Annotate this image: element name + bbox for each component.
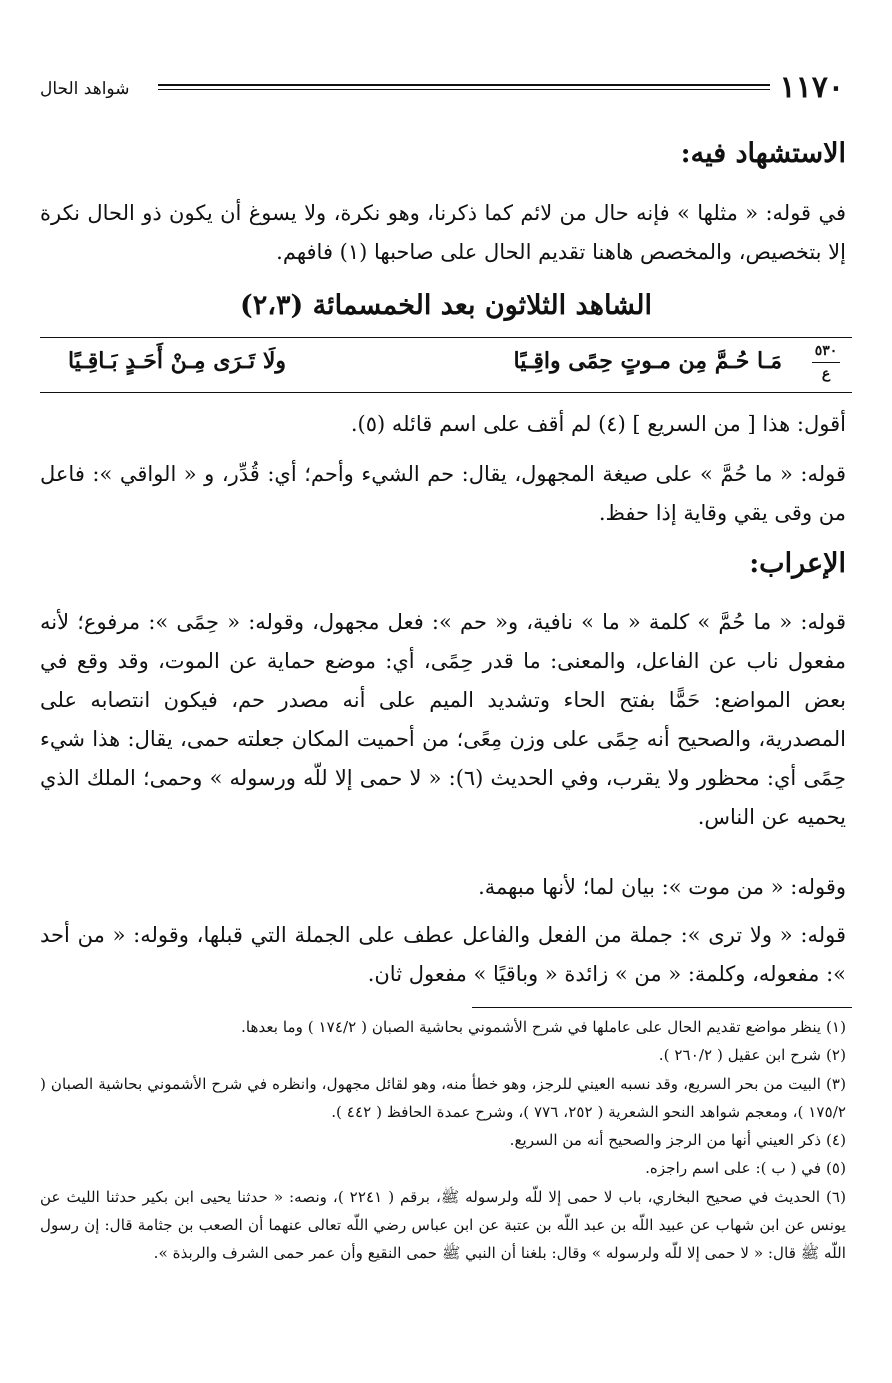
verse-hemistich-1: مَـا حُـمَّ مِن مـوتٍ حِمًى واقِـيًا — [513, 348, 782, 374]
footnote-2: (٢) شرح ابن عقيل ( ٢٦٠/٢ ). — [658, 1046, 846, 1065]
verse-number-bar — [812, 362, 840, 363]
paragraph-irab-3: قوله: « ولا ترى »: جملة من الفعل والفاعل عطف على الجملة التي قبلها، وقوله: « من أحد »: مفعوله، وكلمة: « من » زائدة « وباقيًا » مفعول ثان. — [40, 923, 846, 986]
footnote-3: (٣) البيت من بحر السريع، وقد نسبه العيني للرجز، وهو خطأ منه، وهو لقائل مجهول، وانظره في شرح الأشموني بحاشية الصبان ( ١٧٥/٢ )، ومعجم شواهد النحو الشعرية ( ٢٥٢، ٧٧٦ )، وشرح عمدة الحافظ ( ٤٤٢ ). — [40, 1074, 846, 1121]
footnote-1: (١) ينظر مواضع تقديم الحال على عاملها في شرح الأشموني بحاشية الصبان ( ١٧٤/٢ ) وما بعدها. — [241, 1018, 846, 1036]
verse-hemistich-2: ولَا تَـرَى مِـنْ أَحَـدٍ بَـاقِـيًا — [68, 348, 286, 374]
verse-number — [806, 342, 846, 383]
verse-box — [40, 337, 852, 393]
footnote-rule — [472, 1007, 852, 1008]
paragraph-aqulu: أقول: هذا [ من السريع ] (٤) لم أقف على اسم قائله (٥). — [350, 412, 846, 436]
running-title: شواهد الحال — [40, 79, 130, 99]
header-rule — [158, 84, 770, 90]
page-header — [40, 68, 852, 108]
footnote-5: (٥) في ( ب ): على اسم راجزه. — [645, 1159, 846, 1178]
paragraph-irab-1: قوله: « ما حُمَّ » كلمة « ما » نافية، و« حم »: فعل مجهول، وقوله: « حِمًى »: مرفوع؛ لأنه مفعول ناب عن الفاعل، والمعنى: ما قدر حِمًى، أي: موضع حماية عن الموت، وقد وقع في بعض المواضع: حَمًّا بفتح الحاء وتشديد الميم على أنه مصدر حم، فيكون انتصابه على المصدرية، والصحيح أنه حِمًى على وزن مِعًى؛ من أحميت المكان جعلته حمى، يقال: هذا شيء حِمًى أي: محظور ولا يقرب، وفي الحديث (٦): « لا حمى إلا للّه ورسوله » وحمى؛ الملك الذي يحميه عن الناس. — [40, 610, 846, 829]
paragraph-explanation: قوله: « ما حُمَّ » على صيغة المجهول، يقال: حم الشيء وأحم؛ أي: قُدِّر، و « الواقي »: فاعل من وقى يقي وقاية إذا حفظ. — [40, 462, 846, 525]
verse-number-letter: ع — [821, 366, 831, 382]
footnote-4: (٤) ذكر العيني أنها من الرجز والصحيح أنه من السريع. — [509, 1131, 846, 1150]
footnotes — [40, 1013, 846, 1268]
section-heading-irab: الإعراب: — [749, 548, 846, 579]
footnote-6: (٦) الحديث في صحيح البخاري، باب لا حمى إلا للّه ولرسوله ﷺ، برقم ( ٢٢٤١ )، ونصه: « حدثنا يحيى ابن بكير حدثنا الليث عن يونس عن ابن شهاب عن عبيد اللّه بن عبد اللّه بن عتبة عن ابن عباس رضي اللّه تعالى عنهما أن الصعب بن جثامة قال: إن رسول اللّه ﷺ قال: « لا حمى إلا للّه ولرسوله » وقال: بلغنا أن النبي ﷺ حمى النقيع وأن عمر حمى الشرف والربذة ». — [40, 1187, 846, 1263]
paragraph-irab-2: وقوله: « من موت »: بيان لما؛ لأنها مبهمة. — [478, 875, 846, 899]
paragraph-istishhad: في قوله: « مثلها » فإنه حال من لائم كما ذكرنا، وهو نكرة، ولا يسوغ أن يكون ذو الحال نكرة إلا بتخصيص، والمخصص هاهنا تقديم الحال على صاحبها (١) فافهم. — [40, 201, 846, 264]
witness-title: الشاهد الثلاثون بعد الخمسمائة (٢،٣) — [240, 290, 652, 321]
page-number: ١١٧٠ — [779, 70, 844, 105]
verse-number-value: ٥٣٠ — [814, 343, 838, 359]
section-heading-istishhad: الاستشهاد فيه: — [680, 138, 846, 169]
